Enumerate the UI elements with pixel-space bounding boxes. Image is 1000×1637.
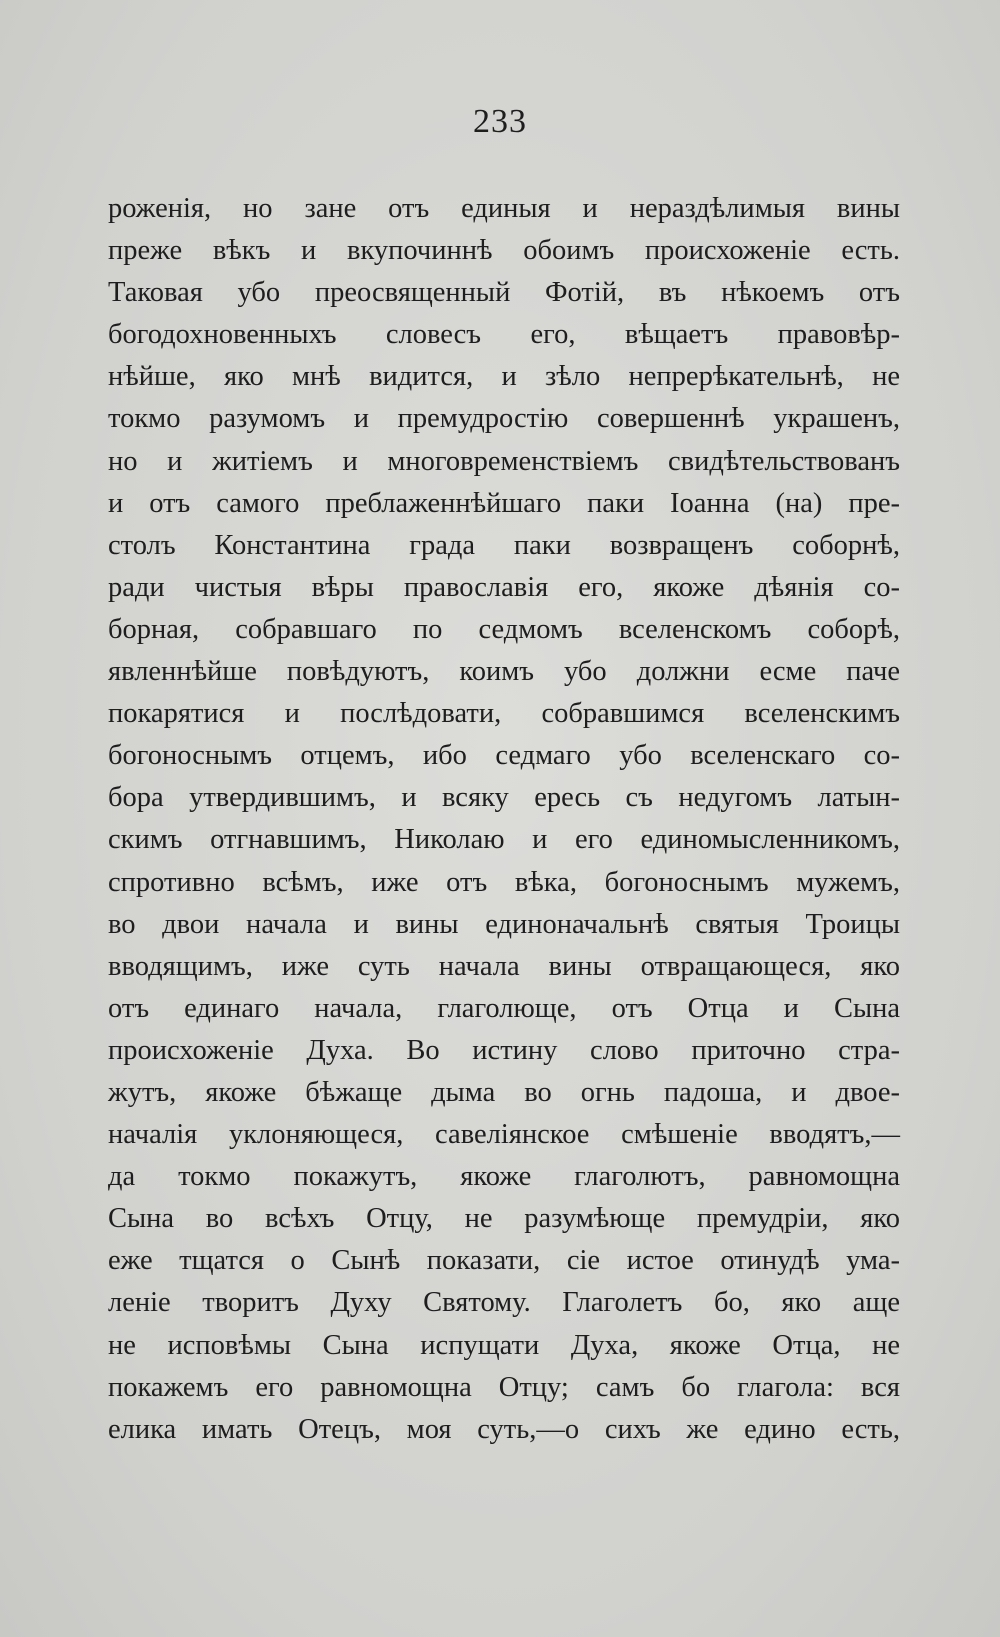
text-line: еже тщатся о Сынѣ показати, сіе истое отинудѣ ума- — [108, 1245, 900, 1277]
text-line: преже вѣкъ и вкупочиннѣ обоимъ происхоженіе есть. — [108, 235, 900, 267]
text-line: жутъ, якоже бѣжаще дыма во огнь падоша, и двое- — [108, 1076, 900, 1108]
text-line: происхоженіе Духа. Во истину слово приточно стра- — [108, 1034, 900, 1066]
text-line: леніе творитъ Духу Святому. Глаголетъ бо, яко аще — [108, 1287, 900, 1319]
text-line: но и житіемъ и многовременствіемъ свидѣтельствованъ — [108, 445, 900, 477]
text-line: явленнѣйше повѣдуютъ, коимъ убо должни есме паче — [108, 656, 900, 688]
text-line: Сына во всѣхъ Отцу, не разумѣюще премудріи, яко — [108, 1203, 900, 1235]
text-line: вводящимъ, иже суть начала вины отвращающеся, яко — [108, 950, 900, 982]
text-line: нѣйше, яко мнѣ видится, и зѣло непрерѣкательнѣ, не — [108, 361, 900, 393]
text-line: и отъ самого преблаженнѣйшаго паки Іоанна (на) пре- — [108, 487, 900, 519]
text-line: отъ единаго начала, глаголюще, отъ Отца и Сына — [108, 992, 900, 1024]
text-line: елика имать Отецъ, моя суть,—о сихъ же едино есть, — [108, 1413, 900, 1445]
text-line: во двои начала и вины единоначальнѣ святыя Троицы — [108, 908, 900, 940]
text-line: покарятися и послѣдовати, собравшимся вселенскимъ — [108, 698, 900, 730]
text-line: Таковая убо преосвященный Фотій, въ нѣкоемъ отъ — [108, 277, 900, 309]
page-number: 233 — [473, 103, 527, 140]
body-text — [108, 188, 900, 1451]
text-line: не исповѣмы Сына испущати Духа, якоже Отца, не — [108, 1329, 900, 1361]
text-line: богоноснымъ отцемъ, ибо седмаго убо вселенскаго со- — [108, 740, 900, 772]
text-line: скимъ отгнавшимъ, Николаю и его единомысленникомъ, — [108, 824, 900, 856]
text-line: борная, собравшаго по седмомъ вселенскомъ соборѣ, — [108, 613, 900, 645]
text-line: ради чистыя вѣры православія его, якоже дѣянія со- — [108, 571, 900, 603]
text-line: токмо разумомъ и премудростію совершеннѣ украшенъ, — [108, 403, 900, 435]
text-line: покажемъ его равномощна Отцу; самъ бо глагола: вся — [108, 1371, 900, 1403]
text-line: бора утвердившимъ, и всяку ересь съ недугомъ латын- — [108, 782, 900, 814]
text-line: да токмо покажутъ, якоже глаголютъ, равномощна — [108, 1161, 900, 1193]
text-line: столъ Константина града паки возвращенъ соборнѣ, — [108, 529, 900, 561]
text-line: богодохновенныхъ словесъ его, вѣщаетъ правовѣр- — [108, 319, 900, 351]
text-line: роженія, но зане отъ единыя и нераздѣлимыя вины — [108, 193, 900, 224]
text-line: спротивно всѣмъ, иже отъ вѣка, богоноснымъ мужемъ, — [108, 866, 900, 898]
text-line: началія уклоняющеся, савеліянское смѣшеніе вводятъ,— — [108, 1119, 900, 1151]
